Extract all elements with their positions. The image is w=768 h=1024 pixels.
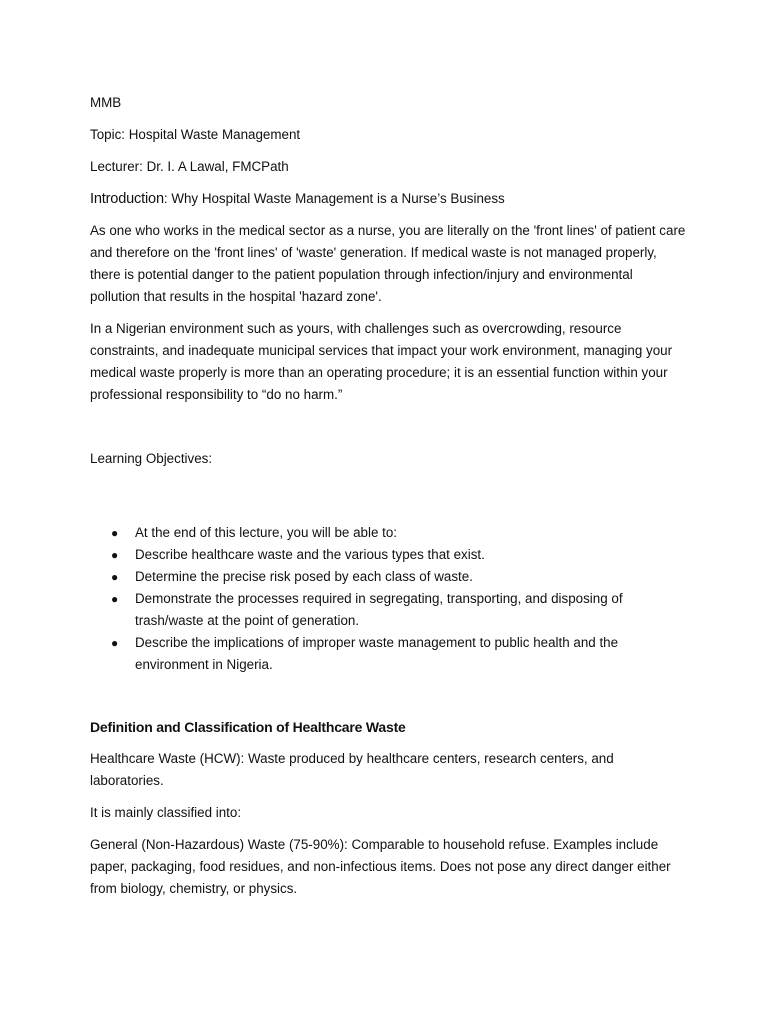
spacer — [90, 416, 686, 448]
list-item-text: At the end of this lecture, you will be able to: — [135, 525, 398, 540]
list-item — [90, 588, 686, 632]
introduction-paragraph: As one who works in the medical sector as a nurse, you are literally on the 'front lines' of patient care and therefore on the 'front lines' of 'waste' generation. If medical waste is not managed properly, there is potential danger to the patient population through infection/injury and environmental pollution that results in the hospital 'hazard zone'. — [90, 223, 686, 304]
list-item-text: Determine the precise risk posed by each class of waste. — [135, 569, 473, 584]
definition-paragraph: General (Non-Hazardous) Waste (75-90%): Comparable to household refuse. Examples include paper, packaging, food residues, and non-infectious items. Does not pose any direct danger either from biology, chemistry, or physics. — [90, 837, 671, 896]
definition-paragraph: It is mainly classified into: — [90, 805, 242, 820]
introduction-heading: Introduction — [90, 191, 164, 207]
list-item — [90, 566, 686, 588]
definition-paragraph: Healthcare Waste (HCW): Waste produced by healthcare centers, research centers, and laboratories. — [90, 751, 614, 788]
spacer — [90, 480, 686, 522]
lecturer-line: Lecturer: Dr. I. A Lawal, FMCPath — [90, 159, 289, 174]
bullet-icon: ● — [111, 548, 119, 562]
list-item-text: Describe healthcare waste and the various types that exist. — [135, 547, 485, 562]
introduction-paragraph: In a Nigerian environment such as yours, with challenges such as overcrowding, resource constraints, and inadequate municipal services that impact your work environment, managing your medical waste properly is more than an operating procedure; it is an essential function within your professional responsibility to “do no harm.” — [90, 321, 673, 402]
list-item-text: Demonstrate the processes required in segregating, transporting, and disposing of trash/waste at the point of generation. — [135, 591, 623, 628]
list-item — [90, 632, 686, 676]
document-page — [90, 92, 686, 910]
spacer — [90, 686, 686, 716]
introduction-title — [90, 188, 686, 210]
bullet-icon: ● — [111, 526, 119, 540]
course-code: MMB — [90, 95, 122, 110]
objectives-list — [90, 522, 686, 676]
topic-line: Topic: Hospital Waste Management — [90, 127, 301, 142]
learning-objectives-heading: Learning Objectives: — [90, 451, 213, 466]
bullet-icon: ● — [111, 570, 119, 584]
definition-heading: Definition and Classification of Healthcare Waste — [90, 719, 406, 735]
list-item-text: Describe the implications of improper waste management to public health and the environment in Nigeria. — [135, 635, 619, 672]
list-item — [90, 522, 686, 544]
bullet-icon: ● — [111, 636, 119, 650]
introduction-subtitle: : Why Hospital Waste Management is a Nurse’s Business — [163, 191, 505, 206]
list-item — [90, 544, 686, 566]
bullet-icon: ● — [111, 592, 119, 606]
